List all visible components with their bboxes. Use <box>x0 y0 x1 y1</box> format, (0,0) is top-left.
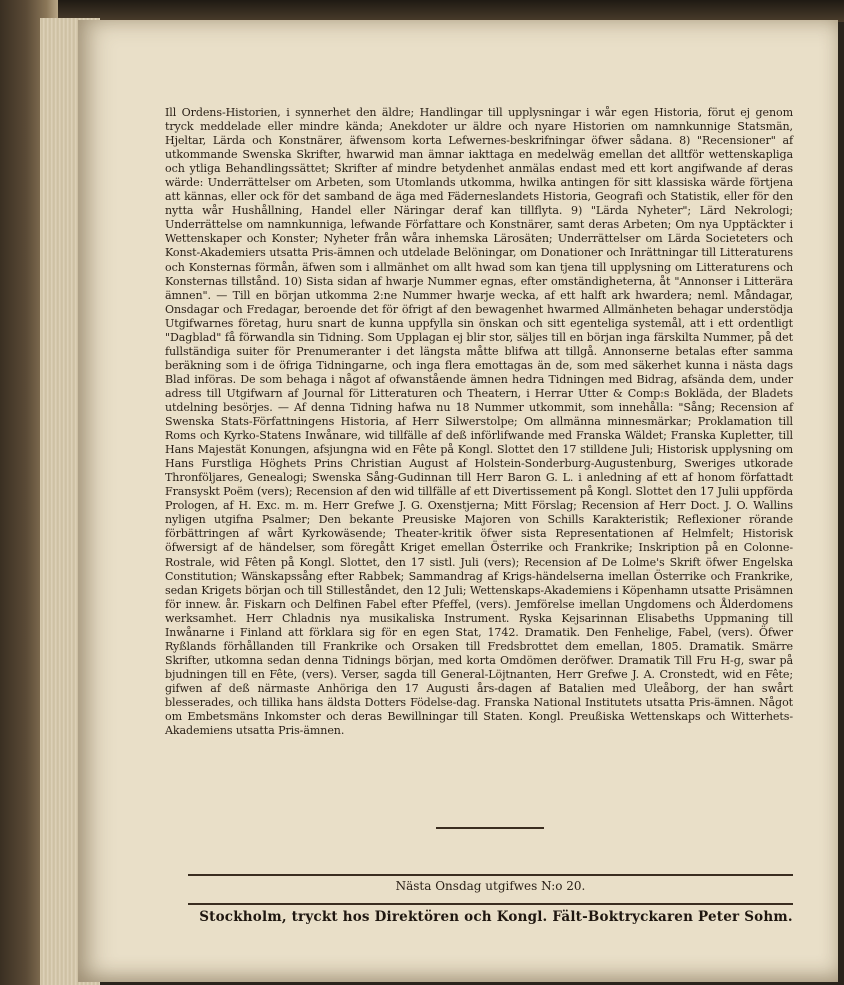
book-top-edge <box>0 0 844 22</box>
next-issue-notice: Nästa Onsdag utgifwes N:o 20. <box>395 879 586 893</box>
body-paragraph: Ill Ordens-Historien, i synnerhet den äldre; Handlingar till upplysningar i wår egen Historia, förut ej genom tryck meddelade eller mindre kända; Anekdoter ur äldre och nyare Historien om namnkunnige Statsmän, Hjeltar, Lärda och Konstnärer, äfwensom korta Lefwernes-beskrifningar öfwer sådana. 8) "Recensioner" af utkommande Swenska Skrifter, hwarwid man ämnar iakttaga en medelwäg emellan det alltför wettenskapliga och ytliga Behandlingssättet; Skrifter af mindre betydenhet anmälas endast med ett kort angifwande af deras wärde: Underrättelser om Arbeten, som Utomlands utkomma, hwilka antingen för sitt klassiska wärde förtjena att kännas, eller ock för det samband de äga med Fäderneslandets Historia, Geografi och Statistik, eller för den nytta wår Hushållning, Handel eller Näringar deraf kan tillflyta. 9) "Lärda Nyheter"; Lärd Nekrologi; Underrättelse om namnkunniga, lefwande Författare och Konstnärer, samt deras Arbeten; Om nya Upptäckter i Wettenskaper och Konster; Nyheter från wåra inhemska Lärosäten; Underrättelser om Lärda Societeters och Konst-Akademiers utsatta Pris-ämnen och utdelade Belöningar, om Donationer och Inrättningar till Litteraturens och Konsternas förmån, äfwen som i allmänhet om allt hwad som kan tjena till upplysning om Litteraturens och Konsternas tillstånd. 10) Sista sidan af hwarje Nummer egnas, efter omständigheterna, åt "Annonser i Litterära ämnen". — Till en början utkomma 2:ne Nummer hwarje wecka, af ett halft ark hwardera; neml. Måndagar, Onsdagar och Fredagar, beroende det för öfrigt af den bewagenhet hwarmed Allmänheten behagar understödja Utgifwarnes företag, huru snart de kunna uppfylla sin önskan och sitt egenteliga systemål, att i ett ordentligt "Dagblad" få förwandla sin Tidning. Som Upplagan ej blir stor, säljes till en början inga färskilta Nummer, på det fullständiga suiter för Prenumeranter i det längsta måtte blifwa att tillgå. Annonserne betalas efter samma beräkning som i de öfriga Tidningarne, och inga flera emottagas än de, som med säkerhet kunna i nästa dags Blad införas. De som behaga i något af ofwanstående ämnen hedra Tidningen med Bidrag, afsända dem, under adress till Utgifwarn af Journal för Litteraturen och Theatern, i Herrar Utter & Comp:s Bokläda, der Bladets utdelning besörjes. — Af denna Tidning hafwa nu 18 Nummer utkommit, som innehålla: "Sång; Recension af Swenska Stats-Författningens Historia, af Herr Silwerstolpe; Om allmänna minnesmärkar; Proklamation till Roms och Kyrko-Statens Inwånare, wid tillfälle af deß införlifwande med Franska Wäldet; Franska Kupletter, till Hans Majestät Konungen, afsjungna wid en Fête på Kongl. Slottet den 17 stilldene Juli; Historisk upplysning om Hans Furstliga Höghets Prins Christian August af Holstein-Sonderburg-Augustenburg, Sweriges utkorade Thronföljares, Genealogi; Swenska Sång-Gudinnan till Herr Baron G. L. i anledning af ett af honom författadt Fransyskt Poëm (vers); Recension af den wid tillfälle af ett Divertissement på Kongl. Slottet den 17 Julii uppförda Prologen, af H. Exc. m. m. Herr Grefwe J. G. Oxenstjerna; Mitt Förslag; Recension af Herr Doct. J. O. Wallins nyligen utgifna Psalmer; Den bekante Preusiske Majoren von Schills Karakteristik; Reflexioner rörande förbättringen af wårt Kyrkowäsende; Theater-kritik öfwer sista Representationen af Helmfelt; Historisk öfwersigt af de händelser, som föregått Kriget emellan Österrike och Frankrike; Inskription på en Colonne-Rostrale, wid Fêten på Kongl. Slottet, den 17 sistl. Juli (vers); Recension af De Lolme's Skrift öfwer Engelska Constitution; Wänskapssång efter Rabbek; Sammandrag af Krigs-händelserna imellan Österrike och Frankrike, sedan Krigets början och till Stilleståndet, den 12 Juli; Wettenskaps-Akademiens i Köpenhamn utsatte Prisämnen för innew. år. Fiskarn och Delfinen Fabel efter Pfeffel, (vers). Jemförelse imellan Ungdomens och Ålderdomens werksamhet. Herr Chladnis nya musikaliska Instrument. Ryska Kejsarinnan Elisabeths Uppmaning till Inwånarne i Finland att förklara sig för en egen Stat, 1742. Dramatik. Den Fenhelige, Fabel, (vers). Öfwer Ryßlands förhållanden till Frankrike och Orsaken till Fredsbrottet dem emellan, 1805. Dramatik. Smärre Skrifter, utkomna sedan denna Tidnings början, med korta Omdömen deröfwer. Dramatik Till Fru H-g, swar på bjudningen till en Fête, (vers). Verser, sagda till General-Löjtnanten, Herr Grefwe J. A. Cronstedt, wid en Fête; gifwen af deß närmaste Anhöriga den 17 Augusti års-dagen af Batalien med Uleåborg, der han swårt blesserades, och tillika hans äldsta Dotters Födelse-dag. Franska National Institutets utsatta Pris-ämnen. Något om Embetsmäns Inkomster och deras Bewillningar till Staten. Kongl. Preußiska Wettenskaps och Witterhets-Akademiens utsatta Pris-ämnen. <box>165 106 793 738</box>
footer-rule-bottom <box>188 903 793 905</box>
section-divider <box>436 827 544 829</box>
footer-rule-top <box>188 874 793 876</box>
printer-imprint: Stockholm, tryckt hos Direktören och Kongl. Fält-Boktryckaren Peter Sohm. <box>199 909 793 925</box>
